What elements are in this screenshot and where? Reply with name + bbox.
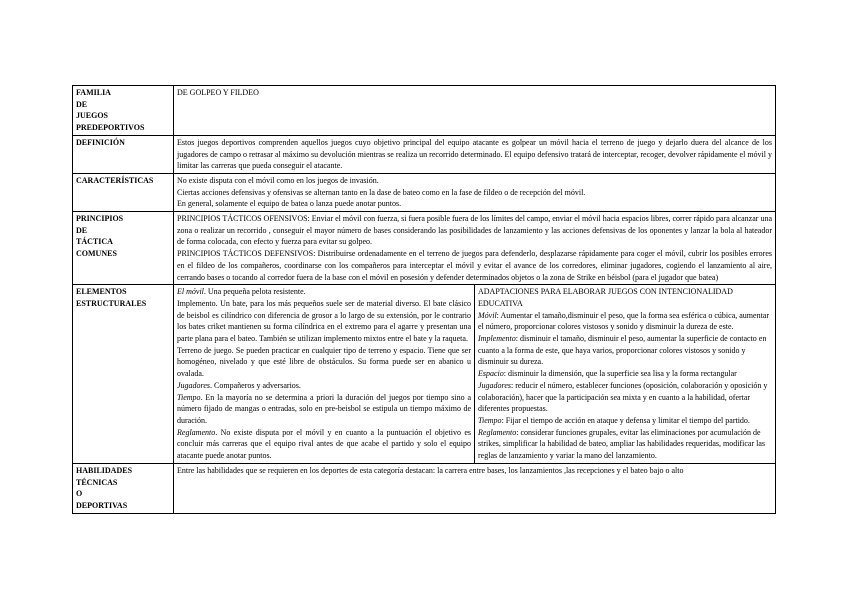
label-definicion: DEFINICIÓN [73,135,174,173]
elem-movil: El móvil. Una pequeña pelota resistente. [177,287,306,297]
adapt-espacio: Espacio: disminuir la dimensión, que la superficie sea lisa y la forma rectangular [478,369,737,379]
elem-jugadores: Jugadores. Compañeros y adversarios. [177,380,301,390]
label-habilidades: HABILIDADES TÉCNICAS O DEPORTIVAS [73,463,174,513]
adapt-tiempo: Tiempo: Fijar el tiempo de acción en ataque y defensa y limitar el tiempo del partido. [478,415,750,425]
adapt-jugadores: Jugadores: reducir el número, establecer funciones (oposición, colaboración y oposición y colaboración), hacer que la participación sea mixta y en cuanto a la habilidad, ofertar diferentes propuestas. [478,380,768,414]
row-definicion [73,135,776,173]
row-habilidades [73,463,776,513]
principios-defensivos: PRINCIPIOS TÁCTICOS DEFENSIVOS: Distribuirse ordenadamente en el terreno de juegos para defenderlo, desplazarse rápidamente para coger el móvil, cubrir los posibles errores en el fildeo de los compañeros, coordinarse con los compañeros para interceptar el móvil y evitar el avance de los corredores, eliminar jugadores, cogiendo el lanzamiento al aire, cerrando bases o tocando al corredor fuera de la base con el móvil en posesión y defender determinados objetos o la zona de Strike en béisbol (para el jugador que batea) [177,249,772,282]
principios-ofensivos: PRINCIPIOS TÁCTICOS OFENSIVOS: Enviar el móvil con fuerza, si fuera posible fuera de los límites del campo, enviar el móvil hacia espacios libres, correr rápido para alcanzar una zona o realizar un recorrido , conseguir el mayor número de bases considerando las posibilidades de lanzamiento y las acciones defensivas de los oponentes y lanzar la bola al hateador de forma colocada, con efecto y fuerza para evitar su golpeo. [177,214,772,247]
row-principios [73,212,776,285]
value-familia: DE GOLPEO Y FILDEO [174,86,776,136]
elementos-left [174,285,475,464]
predeportivos-table [72,85,776,514]
elem-tiempo: Tiempo. En la mayoría no se determina a priori la duración del juegos por tiempo sino a número fijado de mangas o entradas, solo en pre-beisbol se estipula un tiempo máximo de duración. [177,392,471,425]
adaptaciones-heading: ADAPTACIONES PARA ELABORAR JUEGOS CON INTENCIONALIDAD EDUCATIVA [478,287,733,308]
label-familia: FAMILIA DE JUEGOS PREDEPORTIVOS [73,86,174,136]
elem-reglamento: Reglamento. No existe disputa por el móvil y en cuanto a la puntuación el objetivo es concluir más carreras que el equipo rival antes de que acabe el partido y solo el equipo atacante puede anotar puntos. [177,427,471,461]
value-definicion: Estos juegos deportivos comprenden aquellos juegos cuyo objetivo principal del equipo atacante es golpear un móvil hacia el terreno de juego y dejarlo duera del alcance de los jugadores de campo o retrasar al máximo su devolución mientras se realiza un recorrido determinado. El equipo defensivo tratará de interceptar, recoger, devolver rápidamente el móvil y limitar las carreras que pueda conseguir el atacante. [174,135,776,173]
elementos-right [475,285,776,464]
caracteristica-line: En general, solamente el equipo de batea o lanza puede anotar puntos. [177,199,402,209]
row-familia [73,86,776,136]
elem-terreno: Terreno de juego. Se pueden practicar en cualquier tipo de terreno y espacio. Tiene que ser homogéneo, nivelado y que esté libre de obstáculos. Su forma puede ser en abanico u ovalada. [177,345,471,379]
caracteristica-line: Ciertas acciones defensivas y ofensivas se alternan tanto en la dase de bateo como en la fase de fildeo o de recepción del móvil. [177,187,586,197]
row-caracteristicas [73,173,776,211]
adapt-movil: Móvil: Aumentar el tamaño,disminuir el peso, que la forma sea esférica o cúbica, aumentar el número, proporcionar colores vistosos y sonido y disminuir la dureza de este. [478,310,770,332]
value-principios [174,212,776,285]
label-elementos: ELEMENTOS ESTRUCTURALES [73,285,174,464]
adapt-implemento: Implemento: disminuir el tamaño, disminuir el peso, aumentar la superficie de contacto en cuanto a la forma de este, que haya varios, proporcionar colores vistosos y sonido y disminuir su dureza. [478,334,767,367]
label-caracteristicas: CARACTERÍSTICAS [73,173,174,211]
label-principios: PRINCIPIOS DE TÁCTICA COMUNES [73,212,174,285]
caracteristica-line: No existe disputa con el móvil como en los juegos de invasión. [177,175,379,185]
value-caracteristicas [174,173,776,211]
elem-implemento: Implemento. Un bate, para los más pequeños suele ser de material diverso. El bate clásico de beisbol es cilíndrico con diferencia de grosor a lo largo de su extensión, por le contrario los bates criket mantienen su forma cilíndrica en el extremo para el agarre y presentan una parte plana para el bateo. También se utilizan implemento mixtos entre el bate y la raqueta. [177,298,471,344]
row-elementos [73,285,776,464]
adapt-reglamento: Reglamento: considerar funciones grupales, evitar las eliminaciones por acumulación de strikes, simplificar la habilidad de bateo, ampliar las habilidades requeridas, modificar las reglas de lanzamiento y variar la mano del lanzamiento. [478,427,766,461]
value-habilidades: Entre las habilidades que se requieren en los deportes de esta categoría destacan: la carrera entre bases, los lanzamientos ,las recepciones y el bateo bajo o alto [174,463,776,513]
